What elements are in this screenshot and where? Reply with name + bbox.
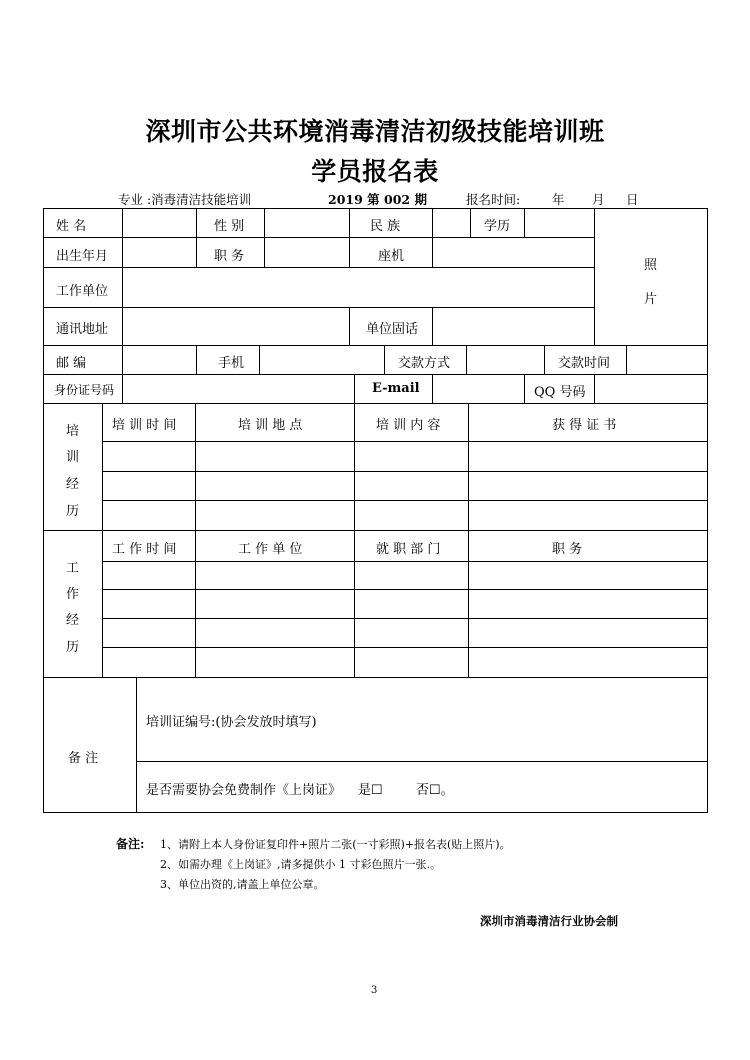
photo-label-2: 片: [644, 292, 658, 307]
training-side-3: 经: [66, 477, 80, 492]
note-3: 3、单位出资的,请盖上单位公章。: [160, 878, 325, 891]
payment-time-label: 交款时间: [558, 356, 611, 371]
form-subtitle: 学员报名表: [311, 157, 439, 186]
permit-yes-checkbox[interactable]: 是☐: [358, 783, 383, 798]
work-header-unit: 工 作 单 位: [238, 542, 303, 557]
period-label: 2019 第 002 期: [328, 192, 427, 207]
year-label: 年: [552, 192, 565, 207]
month-label: 月: [592, 192, 605, 207]
photo-label-1: 照: [644, 258, 658, 273]
unit-phone-label: 单位固话: [366, 322, 419, 337]
payment-method-label: 交款方式: [398, 356, 451, 371]
work-header-department: 就 职 部 门: [376, 542, 441, 557]
day-label: 日: [626, 192, 639, 207]
work-side-4: 历: [66, 640, 80, 655]
gender-label: 性 别: [214, 219, 245, 234]
mobile-label: 手机: [218, 356, 245, 371]
cert-number-note: 培训证编号:(协会发放时填写): [146, 715, 317, 730]
work-side-2: 作: [66, 587, 80, 602]
training-header-certificate: 获 得 证 书: [552, 418, 617, 433]
education-label: 学历: [484, 219, 511, 234]
page-number: 3: [371, 985, 378, 996]
permit-no-checkbox[interactable]: 否☐。: [416, 783, 454, 798]
address-label: 通讯地址: [56, 322, 109, 337]
note-1: 1、请附上本人身份证复印件+照片二张(一寸彩照)+报名表(贴上照片)。: [160, 838, 511, 851]
work-side-3: 经: [66, 613, 80, 628]
email-label: E-mail: [372, 381, 420, 396]
position-label: 职 务: [214, 249, 245, 264]
training-side-2: 训: [66, 450, 80, 465]
work-header-position: 职 务: [552, 542, 583, 557]
note-2: 2、如需办理《上岗证》,请多提供小 1 寸彩色照片一张.。: [160, 858, 441, 871]
major-label: 专业 :消毒清洁技能培训: [118, 192, 252, 207]
training-header-time: 培 训 时 间: [112, 418, 177, 433]
training-header-content: 培 训 内 容: [376, 418, 441, 433]
remarks-label: 备 注: [68, 751, 99, 766]
landline-label: 座机: [378, 249, 405, 264]
training-side-1: 培: [66, 424, 80, 439]
training-header-location: 培 训 地 点: [238, 418, 303, 433]
work-side-1: 工: [66, 561, 80, 576]
permit-question: 是否需要协会免费制作《上岗证》: [146, 783, 342, 798]
qq-label: QQ 号码: [534, 385, 586, 400]
notes-label: 备注:: [116, 837, 145, 851]
id-number-label: 身份证号码: [54, 383, 115, 397]
ethnicity-label: 民 族: [370, 219, 401, 234]
birth-label: 出生年月: [56, 249, 109, 264]
issuer-org: 深圳市消毒清洁行业协会制: [480, 914, 618, 928]
signup-time-label: 报名时间:: [466, 192, 521, 207]
training-side-4: 历: [66, 504, 80, 519]
form-title: 深圳市公共环境消毒清洁初级技能培训班: [145, 117, 605, 146]
name-label: 姓 名: [56, 219, 87, 234]
work-unit-label: 工作单位: [56, 284, 109, 299]
work-header-time: 工 作 时 间: [112, 542, 177, 557]
postcode-label: 邮 编: [56, 356, 87, 371]
